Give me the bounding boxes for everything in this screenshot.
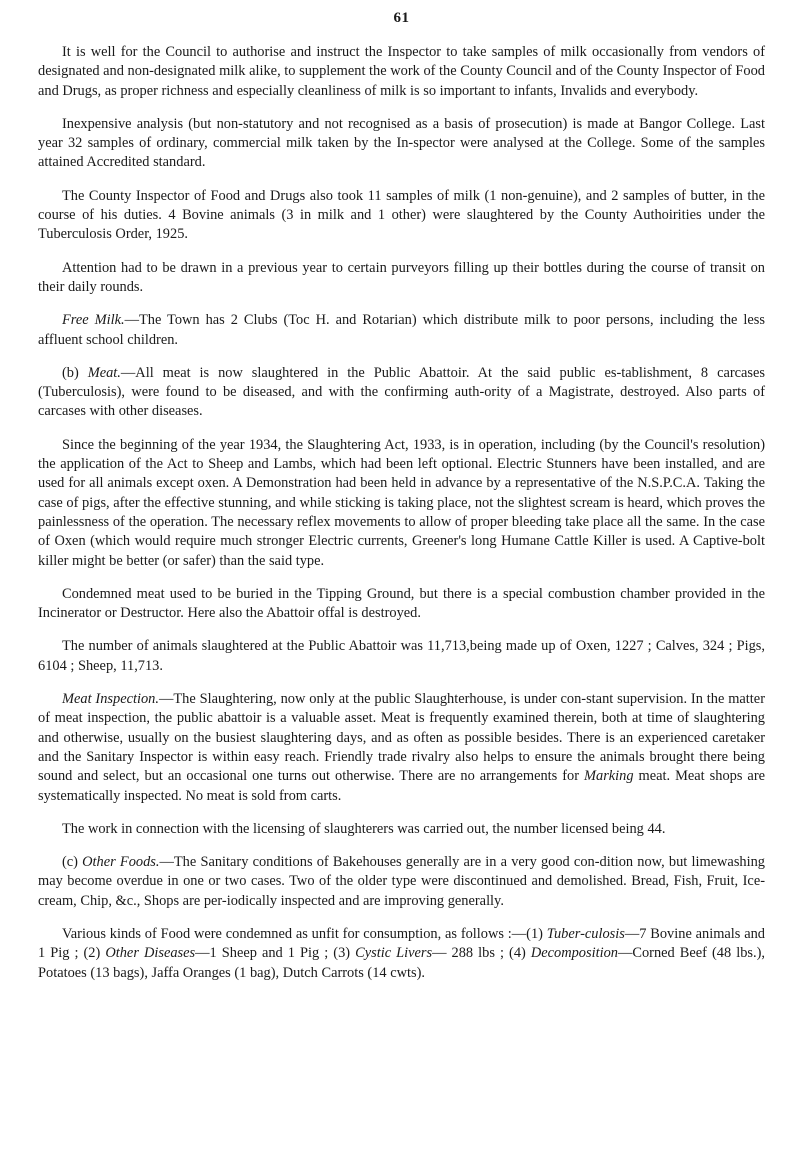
italic-heading-text: Tuber-culosis: [546, 925, 625, 942]
italic-heading-text: Free Milk.: [62, 312, 125, 329]
body-text: [38, 43, 765, 983]
paragraph: [38, 820, 765, 839]
italic-heading-text: Meat Inspection.: [62, 691, 159, 708]
italic-heading-text: Other Diseases: [105, 945, 196, 962]
paragraph: [38, 436, 765, 571]
paragraph-text: The County Inspector of Food and Drugs also took 11 samples of milk (1 non-genuine), and 2 samples of butter, in the course of his duties. 4 Bovine animals (3 in milk and 1 other) were slaughtered by the County Authoirities under the Tuberculosis Order, 1925.: [38, 187, 765, 243]
paragraph-text: The work in connection with the licensing of slaughterers was carried out, the number licensed being 44.: [62, 820, 666, 837]
paragraph-text: —7 Bovine animals and 1 Pig ; (2): [38, 925, 765, 962]
italic-heading-text: Meat.: [87, 364, 121, 381]
paragraph-text: — 288 lbs ; (4): [432, 945, 531, 962]
paragraph-text: —Corned Beef (48 lbs.), Potatoes (13 bags), Jaffa Oranges (1 bag), Dutch Carrots (14 cwts).: [38, 945, 766, 981]
paragraph-text: —The Town has 2 Clubs (Toc H. and Rotarian) which distribute milk to poor persons, including the less affluent school children.: [38, 312, 765, 348]
italic-heading-text: Marking: [584, 768, 634, 785]
paragraph-text: (b): [62, 364, 88, 381]
paragraph-text: The number of animals slaughtered at the Public Abattoir was 11,713,being made up of Oxen, 1227 ; Calves, 324 ; Pigs, 6104 ; Sheep, 11,713.: [38, 638, 765, 674]
paragraph: [38, 925, 765, 983]
paragraph: [38, 364, 765, 422]
paragraph-text: It is well for the Council to authorise and instruct the Inspector to take samples of milk occasionally from vendors of designated and non-designated milk alike, to supplement the work of the County Council and of the County Inspector of Food and Drugs, as proper richness and especially cleanliness of milk is so important to infants, Invalids and everybody.: [38, 44, 765, 99]
paragraph-text: Inexpensive analysis (but non-statutory and not recognised as a basis of prosecution) is made at Bangor College. Last year 32 samples of ordinary, commercial milk taken by the In-spector were analysed at the College. Some of the samples attained Accredited standard.: [38, 115, 765, 171]
paragraph-text: —All meat is now slaughtered in the Public Abattoir. At the said public es-tablishment, 8 carcases (Tuberculosis), were found to be diseased, and with the confirming auth-ority of a Magistrate, destroyed. Also parts of carcases with other diseases.: [38, 364, 765, 420]
paragraph: [38, 585, 765, 624]
paragraph-text: (c): [62, 854, 83, 871]
paragraph-text: Various kinds of Food were condemned as unfit for consumption, as follows :—(1): [62, 925, 547, 942]
paragraph: [38, 853, 765, 911]
paragraph: [38, 637, 765, 676]
paragraph: [38, 187, 765, 245]
paragraph: [38, 311, 765, 350]
paragraph-text: Condemned meat used to be buried in the Tipping Ground, but there is a special combustion chamber provided in the Incinerator or Destructor. Here also the Abattoir offal is destroyed.: [38, 585, 765, 622]
paragraph: [38, 115, 765, 173]
paragraph-text: Since the beginning of the year 1934, the Slaughtering Act, 1933, is in operation, including (by the Council's resolution) the application of the Act to Sheep and Lambs, which had been left optional. Electric Stunners have been installed, and are used for all animals except oxen. A Demonstration had been held in advance by a representative of the N.S.P.C.A. Taking the case of pigs, after the effective stunning, and while sticking is taking place, not the slightest scream is heard, which proves the painlessness of the operation. The necessary reflex movements to allow of proper bleeding take place all the same. In the case of Oxen (which would require much stronger Electric currents, Greener's long Humane Cattle Killer is used. A Captive-bolt killer might be better (or safer) than the said type.: [38, 436, 765, 569]
paragraph-text: —The Sanitary conditions of Bakehouses generally are in a very good con-dition now, but limewashing may become overdue in one or two cases. Two of the older type were discontinued and demolished. Bread, Fish, Fruit, Ice-cream, Chip, &c., Shops are per-iodically inspected and are improving generally.: [38, 854, 765, 909]
italic-heading-text: Cystic Livers: [355, 945, 433, 962]
paragraph-text: —The Slaughtering, now only at the public Slaughterhouse, is under con-stant supervision. In the matter of meat inspection, the public abattoir is a valuable asset. Meat is frequently examined therein, both at time of slaughtering and otherwise, usually on the busiest slaughtering days, and as often as possible besides. There is an experienced caretaker and the Sanitary Inspector is within easy reach. Friendly trade rivalry also helps to ensure the animals brought there being sound and select, but an occasional one turns out otherwise. There are no arrangements for: [38, 691, 765, 785]
italic-heading-text: Decomposition: [530, 945, 618, 962]
paragraph-text: —1 Sheep and 1 Pig ; (3): [195, 945, 356, 962]
paragraph: [38, 259, 765, 298]
italic-heading-text: Other Foods.: [82, 854, 160, 871]
paragraph-text: Attention had to be drawn in a previous year to certain purveyors filling up their bottles during the course of transit on their daily rounds.: [38, 259, 765, 295]
paragraph: [38, 690, 765, 806]
page-number: 61: [393, 10, 410, 26]
paragraph-text: meat. Meat shops are systematically inspected. No meat is sold from carts.: [38, 768, 765, 804]
paragraph: [38, 43, 765, 101]
